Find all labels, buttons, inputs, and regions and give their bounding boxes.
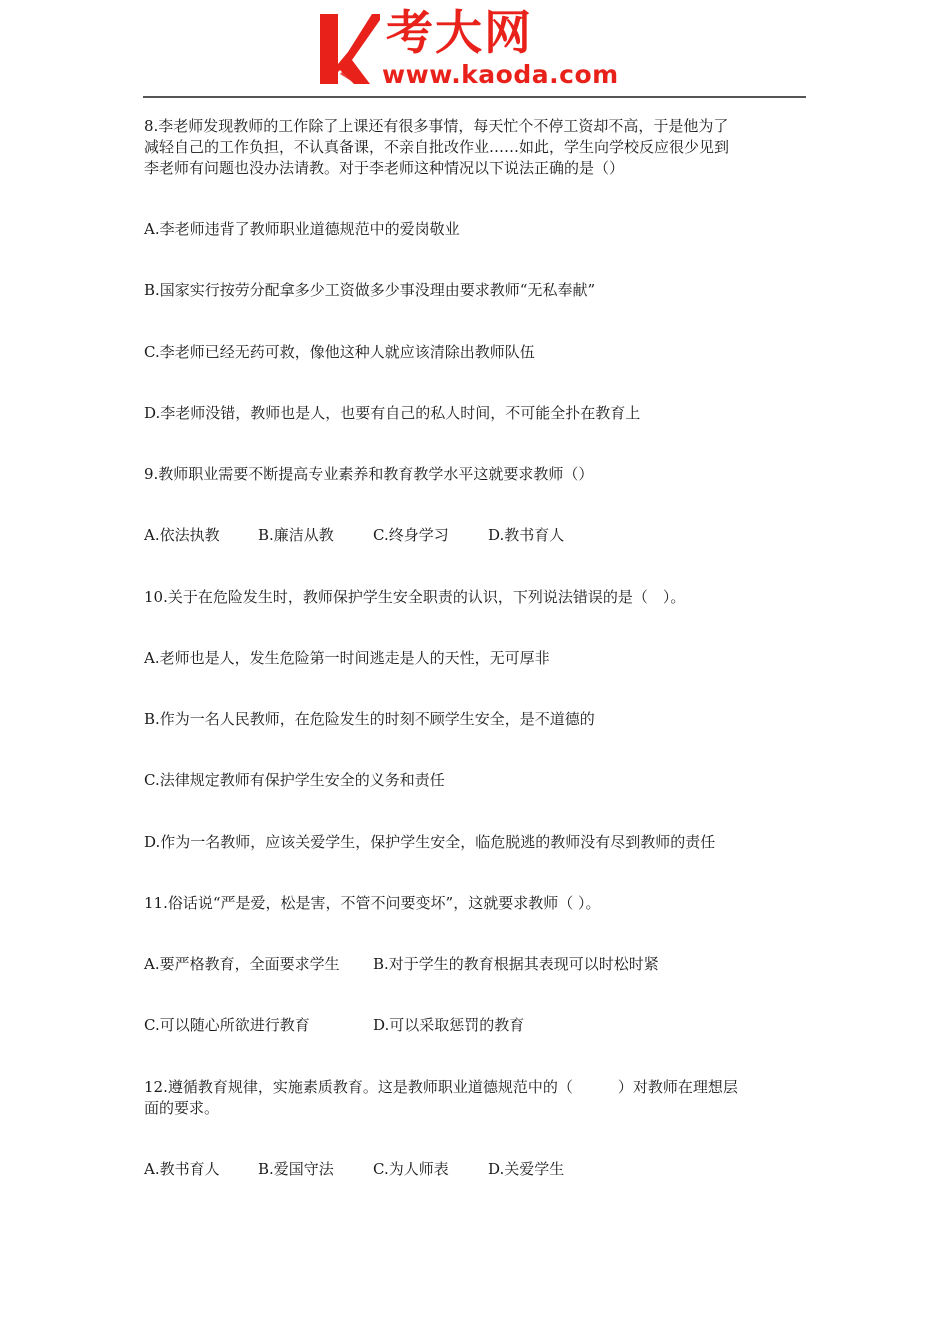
logo-url-text: www.kaoda.com bbox=[382, 60, 619, 89]
q12-option-a: A.教书育人 bbox=[144, 1160, 220, 1178]
q11-option-b: B.对于学生的教育根据其表现可以时松时紧 bbox=[373, 955, 659, 973]
q8-stem-line-1: 8.李老师发现教师的工作除了上课还有很多事情，每天忙个不停工资却不高，于是他为了 bbox=[144, 117, 729, 135]
q11-option-a: A.要严格教育，全面要求学生 bbox=[144, 955, 340, 973]
q10-stem: 10.关于在危险发生时，教师保护学生安全职责的认识，下列说法错误的是（ ）。 bbox=[144, 588, 686, 606]
header-divider bbox=[143, 96, 806, 98]
q9-option-b: B.廉洁从教 bbox=[258, 526, 334, 544]
q10-option-b: B.作为一名人民教师，在危险发生的时刻不顾学生安全，是不道德的 bbox=[144, 710, 595, 728]
q11-option-c: C.可以随心所欲进行教育 bbox=[144, 1016, 310, 1034]
q8-stem-line-2: 减轻自己的工作负担，不认真备课，不亲自批改作业……如此，学生向学校反应很少见到 bbox=[144, 138, 730, 156]
q8-option-d: D.李老师没错，教师也是人，也要有自己的私人时间，不可能全扑在教育上 bbox=[144, 404, 641, 422]
q12-option-d: D.关爱学生 bbox=[488, 1160, 565, 1178]
q12-option-b: B.爱国守法 bbox=[258, 1160, 334, 1178]
q9-option-c: C.终身学习 bbox=[373, 526, 449, 544]
q8-option-c: C.李老师已经无药可救，像他这种人就应该清除出教师队伍 bbox=[144, 343, 535, 361]
q9-stem: 9.教师职业需要不断提高专业素养和教育教学水平这就要求教师（） bbox=[144, 465, 594, 483]
q12-stem-line-2: 面的要求。 bbox=[144, 1099, 220, 1117]
q12-stem-line-1: 12.遵循教育规律，实施素质教育。这是教师职业道德规范中的（ ）对教师在理想层 bbox=[144, 1078, 738, 1096]
logo-chinese-text: 考大网 bbox=[386, 6, 533, 61]
q8-stem-line-3: 李老师有问题也没办法请教。对于李老师这种情况以下说法正确的是（） bbox=[144, 159, 625, 177]
q10-option-d: D.作为一名教师，应该关爱学生，保护学生安全，临危脱逃的教师没有尽到教师的责任 bbox=[144, 833, 716, 851]
q11-option-d: D.可以采取惩罚的教育 bbox=[373, 1016, 525, 1034]
q9-option-a: A.依法执教 bbox=[144, 526, 220, 544]
kaoda-logo[interactable] bbox=[318, 8, 638, 88]
q10-option-c: C.法律规定教师有保护学生安全的义务和责任 bbox=[144, 771, 445, 789]
q8-option-b: B.国家实行按劳分配拿多少工资做多少事没理由要求教师“无私奉献” bbox=[144, 281, 596, 299]
q12-option-c: C.为人师表 bbox=[373, 1160, 449, 1178]
k-logo-icon bbox=[318, 12, 380, 86]
q8-option-a: A.李老师违背了教师职业道德规范中的爱岗敬业 bbox=[144, 220, 460, 238]
q9-option-d: D.教书育人 bbox=[488, 526, 565, 544]
q10-option-a: A.老师也是人，发生危险第一时间逃走是人的天性，无可厚非 bbox=[144, 649, 550, 667]
q11-stem: 11.俗话说“严是爱，松是害，不管不问要变坏”，这就要求教师（ ）。 bbox=[144, 894, 601, 912]
